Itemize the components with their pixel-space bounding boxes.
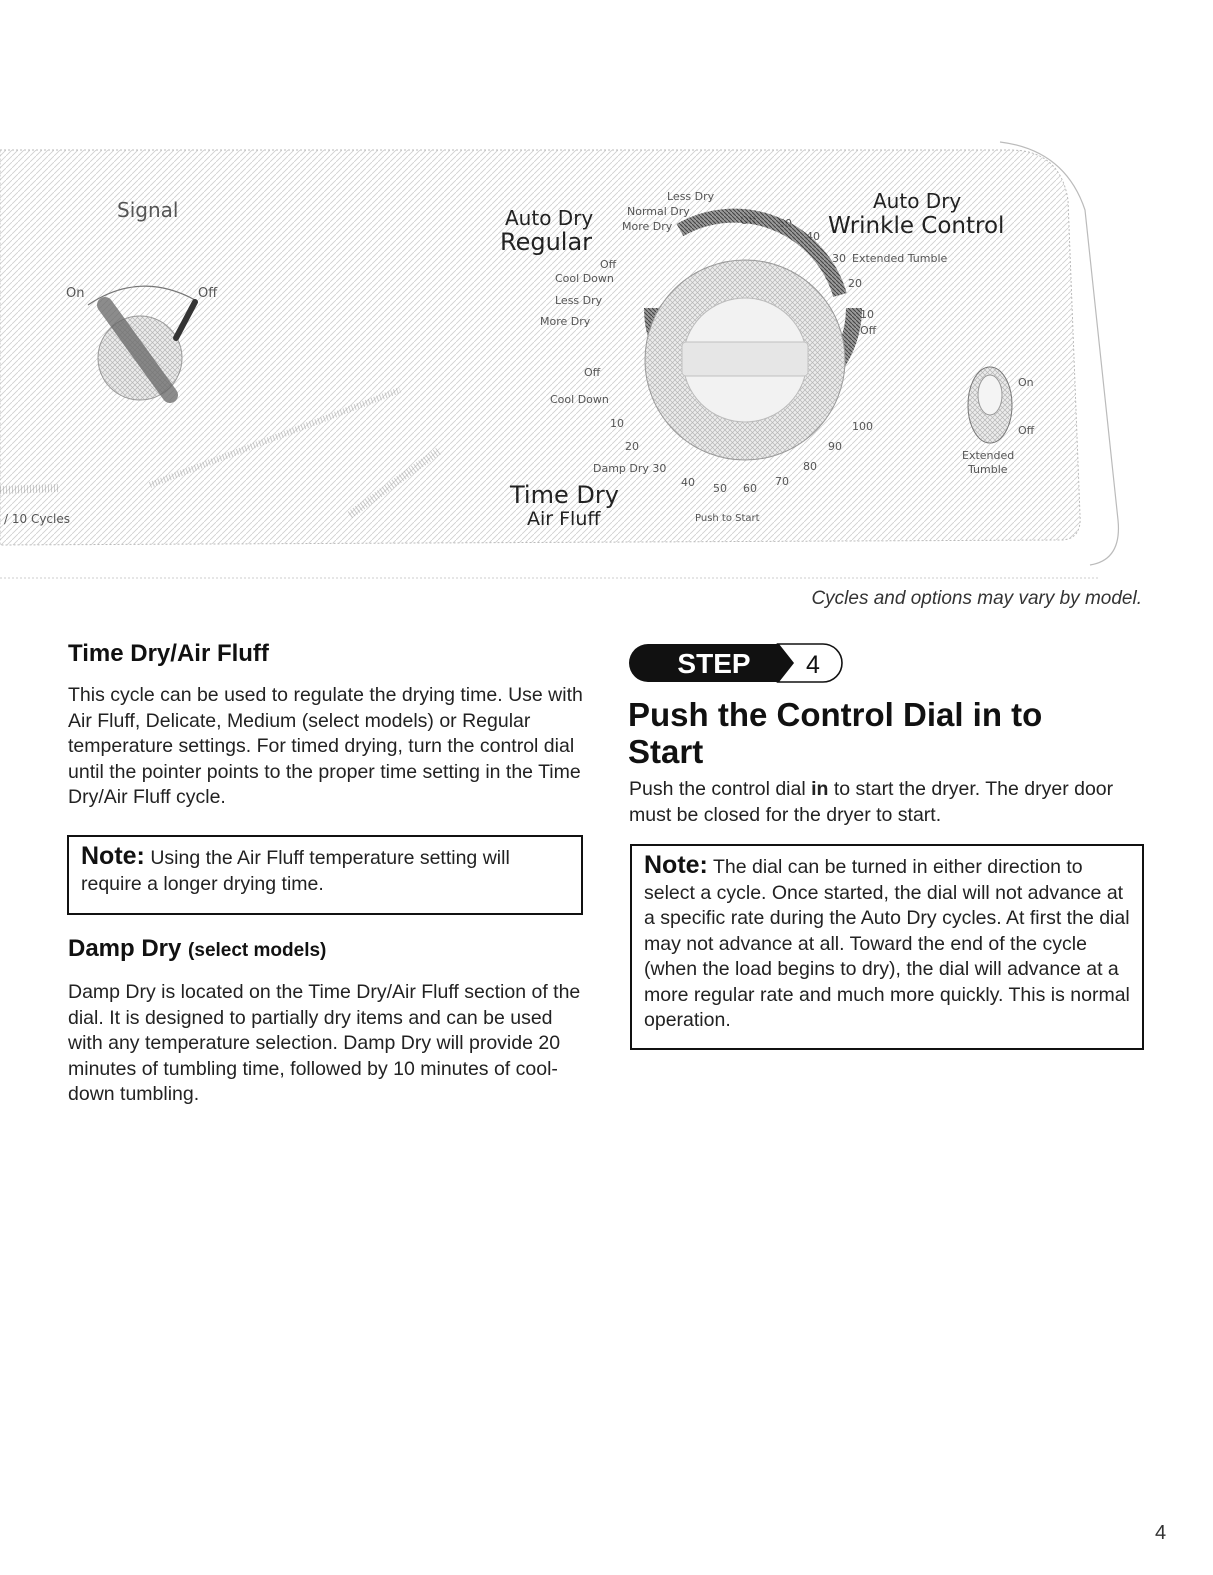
- damp-dry-heading: [68, 935, 326, 963]
- regular-more-dry: More Dry: [622, 220, 673, 233]
- wrinkle-extended-tumble: Extended Tumble: [852, 252, 948, 265]
- air-fluff-note: [67, 835, 583, 915]
- time-dry-heading: Time Dry/Air Fluff: [68, 640, 269, 667]
- regular-normal-dry: Normal Dry: [627, 205, 690, 218]
- regular-off: Off: [600, 258, 617, 271]
- signal-off-label: Off: [198, 286, 218, 301]
- regular-less-dry-2: Less Dry: [555, 294, 603, 307]
- time-dry-line2: Air Fluff: [527, 508, 601, 530]
- wrinkle-30: 30: [832, 252, 846, 265]
- dial-note: [630, 844, 1144, 1050]
- step-number: 4: [806, 651, 820, 679]
- wrinkle-40: 40: [806, 230, 820, 243]
- dryer-control-panel: [0, 120, 1213, 600]
- auto-dry-regular-line2: Regular: [500, 228, 593, 256]
- timedry-20: 20: [625, 440, 639, 453]
- timedry-90: 90: [828, 440, 842, 453]
- timedry-10: 10: [610, 417, 624, 430]
- timedry-damp-dry-30: Damp Dry 30: [593, 462, 667, 475]
- step-para-after: to start the dryer. The dryer door must be closed for the dryer to start.: [629, 778, 1114, 826]
- page-number: 4: [1155, 1522, 1167, 1544]
- push-to-start-label: Push to Start: [695, 513, 760, 524]
- signal-label: Signal: [117, 198, 179, 222]
- extended-tumble-switch[interactable]: [968, 367, 1012, 443]
- auto-dry-wrinkle-line2: Wrinkle Control: [828, 213, 1005, 239]
- timedry-40: 40: [681, 476, 695, 489]
- step-para-before: Push the control dial: [629, 778, 812, 800]
- cycles-count-label: / 10 Cycles: [4, 512, 70, 526]
- time-dry-line1: Time Dry: [510, 481, 619, 509]
- extended-tumble-on: On: [1018, 376, 1034, 389]
- timedry-60: 60: [743, 482, 757, 495]
- step-para-bold: in: [811, 778, 829, 800]
- note-text: Using the Air Fluff temperature setting will require a longer drying time.: [81, 847, 510, 895]
- extended-tumble-label-2: Tumble: [968, 463, 1008, 476]
- timedry-70: 70: [775, 475, 789, 488]
- dial-note-text: The dial can be turned in either direction to select a cycle. Once started, the dial will not advance at a specific rate during the Auto Dry cycles. At first the dial may not advance at all. Toward the end of the cycle (when the load begins to dry), the dial will advance at a more regular rate and much more quickly. This is normal operation.: [644, 856, 1130, 1031]
- regular-less-dry: Less Dry: [667, 190, 715, 203]
- step-heading: Push the Control Dial in to Start: [628, 696, 1043, 770]
- damp-dry-heading-main: Damp Dry: [68, 935, 182, 962]
- timedry-80: 80: [803, 460, 817, 473]
- step-label: STEP: [677, 648, 751, 679]
- auto-dry-regular-line1: Auto Dry: [505, 206, 594, 230]
- time-dry-paragraph: This cycle can be used to regulate the drying time. Use with Air Fluff, Delicate, Medium (select models) or Regular temperature settings. For timed drying, turn the control dial until the pointer points to the proper time setting in the Time Dry/Air Fluff cycle.: [68, 684, 583, 808]
- wrinkle-50: 50: [778, 217, 792, 230]
- wrinkle-off-2: Off: [860, 324, 877, 337]
- timedry-100: 100: [852, 420, 873, 433]
- figure-caption: Cycles and options may vary by model.: [811, 588, 1142, 609]
- damp-dry-heading-sub: (select models): [188, 940, 327, 961]
- step-badge: [628, 640, 868, 686]
- dial-note-label: Note:: [644, 851, 708, 879]
- extended-tumble-off: Off: [1018, 424, 1035, 437]
- auto-dry-wrinkle-line1: Auto Dry: [873, 189, 962, 213]
- timedry-cool-down: Cool Down: [550, 393, 609, 406]
- wrinkle-10: 10: [860, 308, 874, 321]
- timedry-off: Off: [584, 366, 601, 379]
- step-paragraph: [629, 777, 1119, 828]
- regular-more-dry-2: More Dry: [540, 315, 591, 328]
- timedry-50: 50: [713, 482, 727, 495]
- wrinkle-20: 20: [848, 277, 862, 290]
- damp-dry-paragraph: Damp Dry is located on the Time Dry/Air Fluff section of the dial. It is designed to partially dry items and can be used with any temperature selection. Damp Dry will provide 20 minutes of tumbling time, followed by 10 minutes of cool-down tumbling.: [68, 981, 581, 1105]
- note-label: Note:: [81, 842, 145, 870]
- signal-on-label: On: [66, 286, 85, 301]
- wrinkle-off: Off: [740, 214, 757, 227]
- extended-tumble-label-1: Extended: [962, 449, 1015, 462]
- regular-cool-down: Cool Down: [555, 272, 614, 285]
